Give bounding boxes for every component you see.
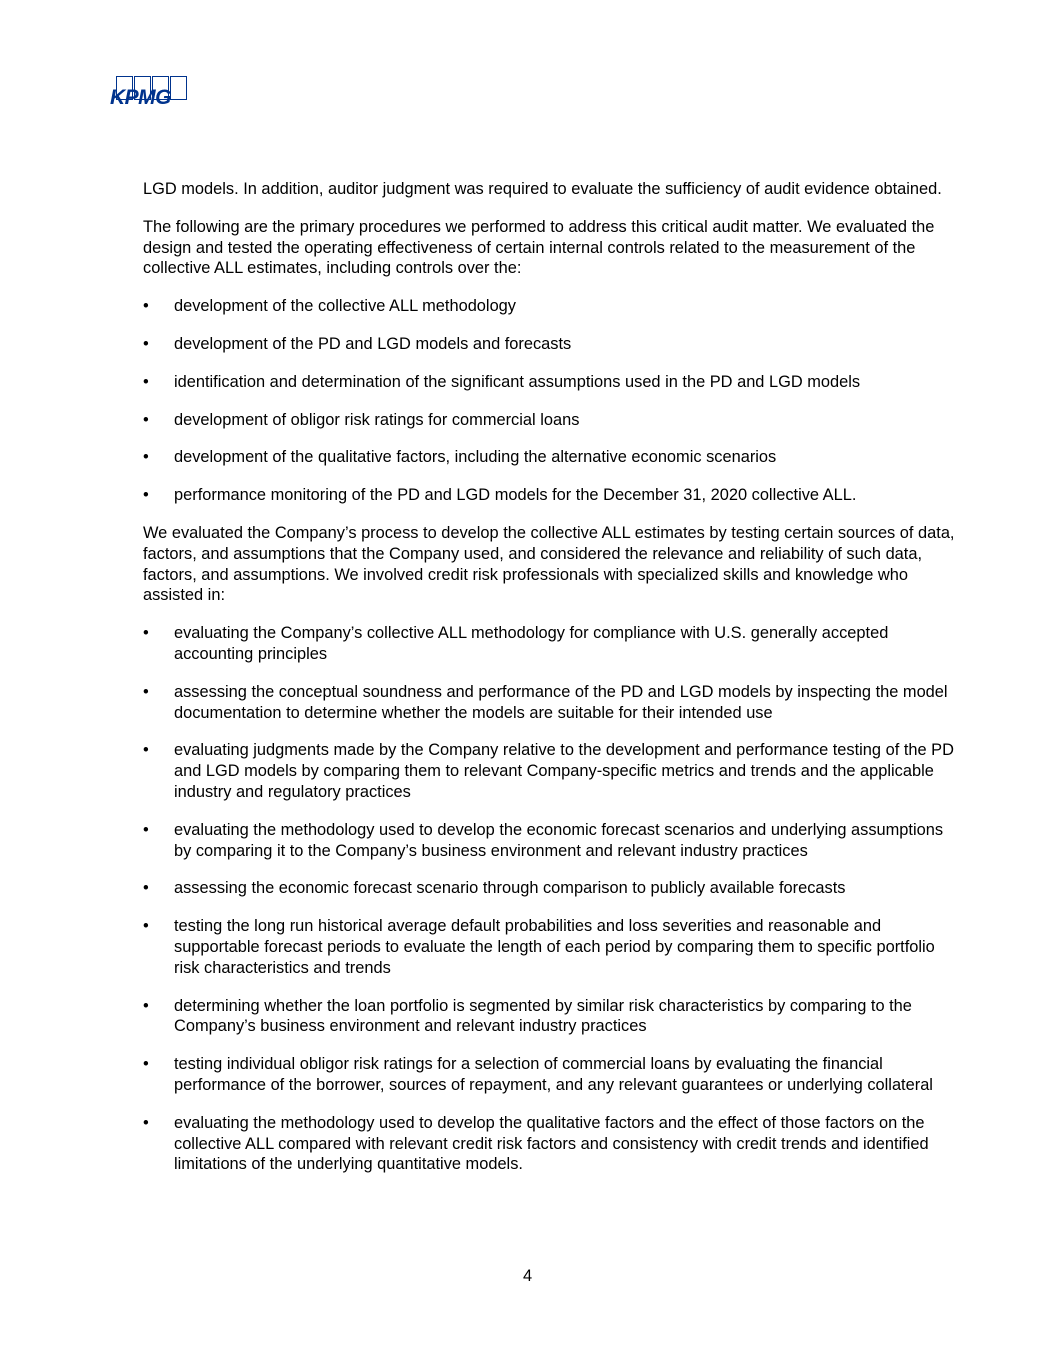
bullet-text: development of the qualitative factors, including the alternative economic scenarios bbox=[174, 448, 777, 467]
bullet-text: evaluating the methodology used to develop the qualitative factors and the effect of those factors on the collective ALL compared with relevant credit risk factors and consistency with credit trends and identified limitations of the underlying quantitative models. bbox=[174, 1113, 929, 1174]
bullet-icon: • bbox=[143, 372, 149, 391]
assisted-bullet-list bbox=[143, 623, 963, 1175]
bullet-item bbox=[143, 1113, 963, 1175]
bullet-icon: • bbox=[143, 820, 149, 839]
bullet-item bbox=[143, 296, 963, 317]
bullet-item bbox=[143, 820, 963, 862]
bullet-icon: • bbox=[143, 448, 149, 467]
kpmg-logo bbox=[110, 76, 192, 110]
controls-bullet-list bbox=[143, 296, 963, 506]
document-body bbox=[143, 179, 963, 1192]
bullet-text: identification and determination of the significant assumptions used in the PD and LGD models bbox=[174, 372, 861, 391]
logo-text: KPMG bbox=[110, 86, 171, 109]
bullet-item bbox=[143, 447, 963, 468]
bullet-icon: • bbox=[143, 1055, 149, 1074]
intro-paragraph: LGD models. In addition, auditor judgment was required to evaluate the sufficiency of audit evidence obtained. bbox=[143, 180, 942, 198]
bullet-icon: • bbox=[143, 334, 149, 353]
bullet-item bbox=[143, 485, 963, 506]
bullet-text: assessing the economic forecast scenario through comparison to publicly available forecasts bbox=[174, 879, 846, 898]
bullet-text: development of the PD and LGD models and forecasts bbox=[174, 334, 572, 353]
evaluated-paragraph: We evaluated the Company’s process to develop the collective ALL estimates by testing certain sources of data, factors, and assumptions that the Company used, and considered the relevance and reliability of such data, factors, and assumptions. We involved credit risk professionals with specialized skills and knowledge who assisted in: bbox=[143, 523, 955, 605]
bullet-icon: • bbox=[143, 879, 149, 898]
bullet-text: evaluating the methodology used to develop the economic forecast scenarios and underlying assumptions by comparing it to the Company’s business environment and relevant industry practices bbox=[174, 820, 944, 860]
bullet-item bbox=[143, 372, 963, 393]
bullet-icon: • bbox=[143, 624, 149, 643]
bullet-text: development of the collective ALL methodology bbox=[174, 297, 516, 316]
bullet-text: assessing the conceptual soundness and performance of the PD and LGD models by inspecting the model documentation to determine whether the models are suitable for their intended use bbox=[174, 682, 948, 722]
bullet-item bbox=[143, 410, 963, 431]
bullet-text: testing individual obligor risk ratings for a selection of commercial loans by evaluating the financial performance of the borrower, sources of repayment, and any relevant guarantees or underlying collateral bbox=[174, 1055, 933, 1094]
bullet-item bbox=[143, 1054, 963, 1096]
bullet-item bbox=[143, 740, 963, 802]
page-number: 4 bbox=[522, 1267, 533, 1285]
bullet-text: development of obligor risk ratings for commercial loans bbox=[174, 410, 580, 429]
bullet-icon: • bbox=[143, 996, 149, 1015]
bullet-text: evaluating judgments made by the Company relative to the development and performance testing of the PD and LGD models by comparing them to relevant Company-specific metrics and trends and the applicable industry and regulatory practices bbox=[174, 741, 954, 801]
bullet-icon: • bbox=[143, 682, 149, 701]
bullet-item bbox=[143, 623, 963, 665]
bullet-text: determining whether the loan portfolio is segmented by similar risk characteristics by comparing to the Company’s business environment and relevant industry practices bbox=[174, 996, 912, 1036]
procedures-paragraph: The following are the primary procedures we performed to address this critical audit matter. We evaluated the design and tested the operating effectiveness of certain internal controls related to the measurement of the collective ALL estimates, including controls over the: bbox=[143, 217, 935, 278]
bullet-icon: • bbox=[143, 410, 149, 429]
bullet-text: testing the long run historical average default probabilities and loss severities and reasonable and supportable forecast periods to evaluate the length of each period by comparing them to specific portfolio risk characteristics and trends bbox=[174, 917, 935, 977]
bullet-item bbox=[143, 334, 963, 355]
bullet-item bbox=[143, 682, 963, 724]
bullet-text: performance monitoring of the PD and LGD models for the December 31, 2020 collective ALL. bbox=[174, 486, 857, 505]
bullet-icon: • bbox=[143, 741, 149, 760]
bullet-icon: • bbox=[143, 917, 149, 936]
logo-box bbox=[170, 76, 187, 100]
bullet-item bbox=[143, 916, 963, 978]
bullet-icon: • bbox=[143, 1113, 149, 1132]
bullet-icon: • bbox=[143, 297, 149, 316]
bullet-icon: • bbox=[143, 486, 149, 505]
bullet-item bbox=[143, 996, 963, 1038]
bullet-text: evaluating the Company’s collective ALL methodology for compliance with U.S. generally accepted accounting principles bbox=[174, 624, 889, 663]
bullet-item bbox=[143, 878, 963, 899]
